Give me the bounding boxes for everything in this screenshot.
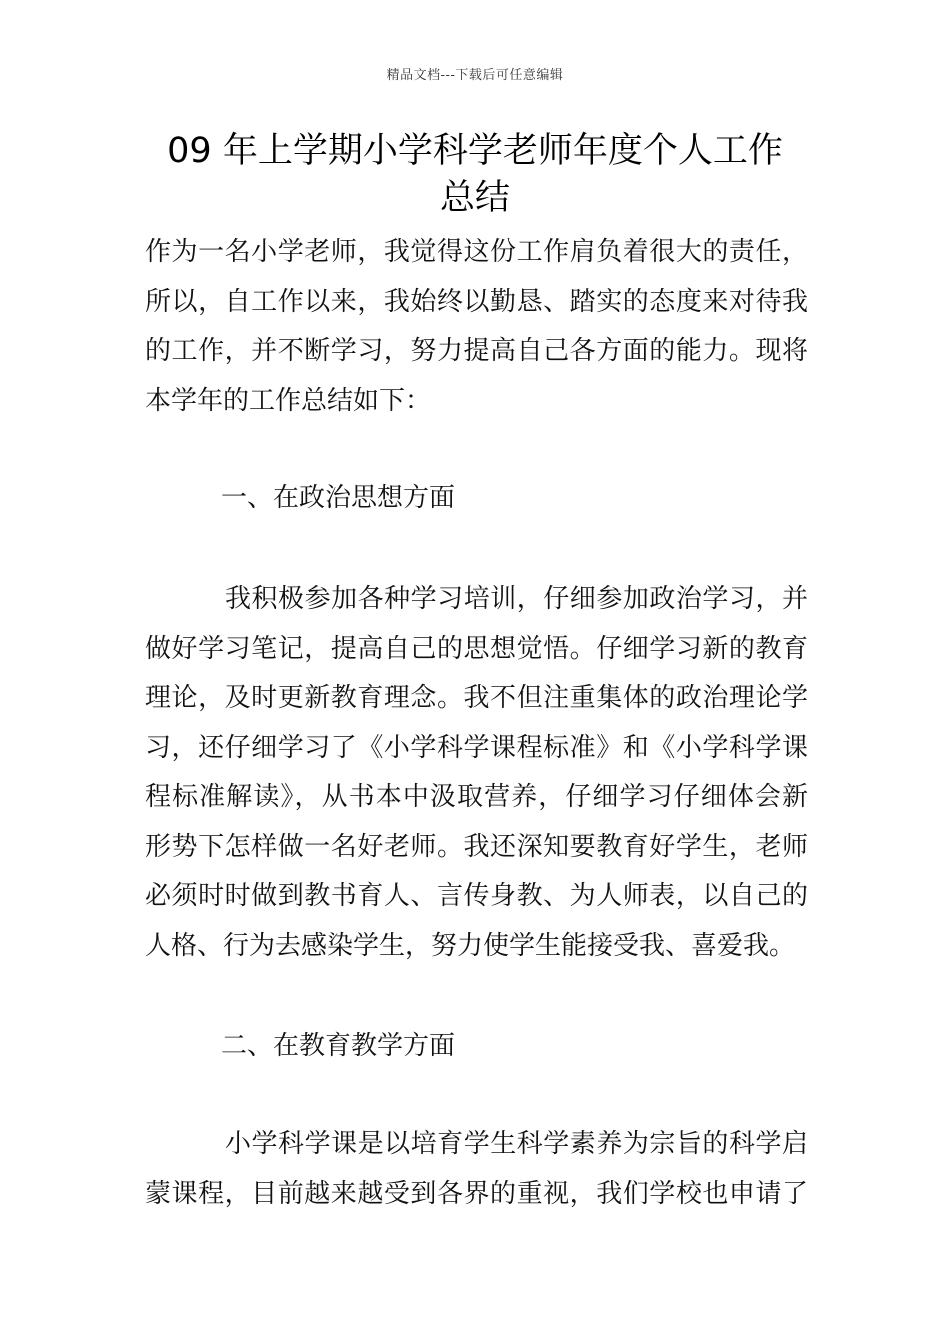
section2-paragraph [145,1120,808,1219]
document-title [145,128,805,222]
section1-line: 必须时时做到教书育人、言传身教、为人师表，以自己的 [145,881,808,911]
section1-line: 理论，及时更新教育理念。我不但注重集体的政治理论学 [145,683,808,713]
title-line-1: 09 年上学期小学科学老师年度个人工作 [167,131,783,171]
title-line-2: 总结 [439,178,510,218]
section1-paragraph [145,575,808,971]
intro-line: 作为一名小学老师，我觉得这份工作肩负着很大的责任， [145,237,808,267]
intro-line: 的工作，并不断学习，努力提高自己各方面的能力。现将 [145,336,808,366]
intro-paragraph [145,228,808,426]
intro-line: 所以，自工作以来，我始终以勤恳、踏实的态度来对待我 [145,286,808,317]
section1-line: 做好学习笔记，提高自己的思想觉悟。仔细学习新的教育 [145,633,808,664]
header-note: 精品文档---下载后可任意编辑 [386,68,564,83]
section1-line: 程标准解读》，从书本中汲取营养，仔细学习仔细体会新 [145,782,808,812]
section2-line: 小学科学课是以培育学生科学素养为宗旨的科学启 [225,1129,808,1159]
section1-line: 习，还仔细学习了《小学科学课程标准》和《小学科学课 [145,732,808,763]
section1-line: 形势下怎样做一名好老师。我还深知要教育好学生，老师 [145,831,808,862]
section2-line: 蒙课程，目前越来越受到各界的重视，我们学校也申请了 [145,1178,808,1209]
section-heading-politics: 一、在政治思想方面 [221,483,456,513]
section1-line: 我积极参加各种学习培训，仔细参加政治学习，并 [225,584,808,614]
intro-line: 本学年的工作总结如下： [145,385,432,416]
section1-line: 人格、行为去感染学生，努力使学生能接受我、喜爱我。 [145,930,796,961]
section-heading-teaching: 二、在教育教学方面 [221,1031,456,1061]
